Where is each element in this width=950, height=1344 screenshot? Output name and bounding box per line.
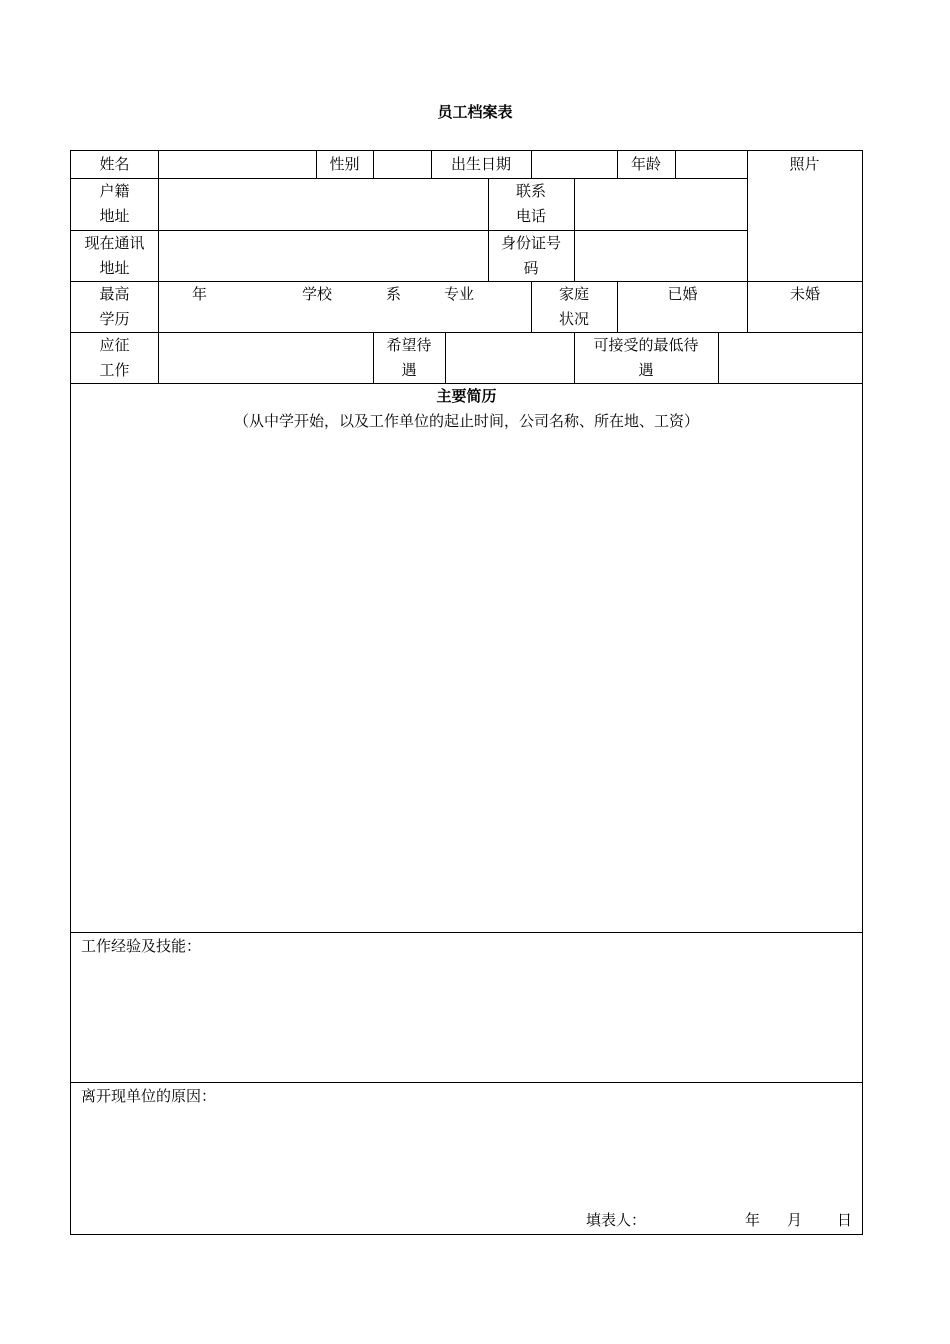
date-day-label: 日 — [837, 1211, 853, 1229]
phone-label-line2: 电话 — [515, 207, 546, 225]
page-title: 员工档案表 — [437, 103, 513, 121]
resume-heading: 主要简历 — [436, 387, 497, 405]
resume-area[interactable] — [71, 436, 862, 931]
name-field[interactable] — [159, 152, 316, 177]
leave-reason-area[interactable] — [71, 1111, 862, 1206]
min-salary-label-line2: 遇 — [638, 361, 654, 379]
employee-record-form — [70, 150, 863, 1235]
address-field[interactable] — [159, 231, 488, 281]
family-label-line1: 家庭 — [558, 285, 589, 303]
id-number-field[interactable] — [575, 231, 747, 281]
hukou-address-field[interactable] — [159, 179, 488, 229]
age-label: 年龄 — [630, 155, 661, 173]
phone-field[interactable] — [575, 179, 747, 229]
date-year-label: 年 — [745, 1211, 761, 1229]
min-salary-field[interactable] — [719, 333, 862, 383]
education-school-label: 学校 — [302, 285, 333, 303]
filler-label: 填表人： — [586, 1211, 647, 1229]
photo-label: 照片 — [789, 155, 820, 173]
gender-label: 性别 — [329, 155, 360, 173]
skills-label: 工作经验及技能： — [81, 937, 202, 955]
phone-label-line1: 联系 — [515, 182, 546, 200]
education-label-line1: 最高 — [99, 285, 130, 303]
id-label-line2: 码 — [523, 259, 539, 277]
job-label-line2: 工作 — [99, 361, 130, 379]
job-label-line1: 应征 — [99, 336, 130, 354]
education-department-label: 系 — [386, 285, 402, 303]
education-label-line2: 学历 — [99, 310, 130, 328]
family-label-line2: 状况 — [558, 310, 589, 328]
date-month-label: 月 — [787, 1211, 803, 1229]
address-label-line2: 地址 — [99, 259, 130, 277]
resume-note: （从中学开始，以及工作单位的起止时间，公司名称、所在地、工资） — [233, 412, 699, 430]
section-divider — [71, 932, 862, 933]
leave-reason-label: 离开现单位的原因： — [81, 1087, 217, 1105]
skills-area[interactable] — [71, 961, 862, 1081]
id-label-line1: 身份证号 — [500, 234, 561, 252]
expected-salary-label-line1: 希望待 — [386, 336, 432, 354]
hukou-label-line2: 地址 — [99, 207, 130, 225]
age-field[interactable] — [676, 152, 747, 177]
gender-field[interactable] — [374, 152, 431, 177]
address-label-line1: 现在通讯 — [84, 234, 145, 252]
married-option[interactable]: 已婚 — [667, 285, 698, 303]
unmarried-option[interactable]: 未婚 — [789, 285, 820, 303]
min-salary-label-line1: 可接受的最低待 — [593, 336, 699, 354]
name-label: 姓名 — [99, 155, 130, 173]
expected-salary-field[interactable] — [446, 333, 574, 383]
birthdate-label: 出生日期 — [450, 155, 511, 173]
birthdate-field[interactable] — [532, 152, 617, 177]
applied-job-field[interactable] — [159, 333, 373, 383]
education-year-label: 年 — [192, 285, 208, 303]
hukou-label-line1: 户籍 — [99, 182, 130, 200]
expected-salary-label-line2: 遇 — [401, 361, 417, 379]
section-divider — [71, 1082, 862, 1083]
education-major-label: 专业 — [444, 285, 475, 303]
